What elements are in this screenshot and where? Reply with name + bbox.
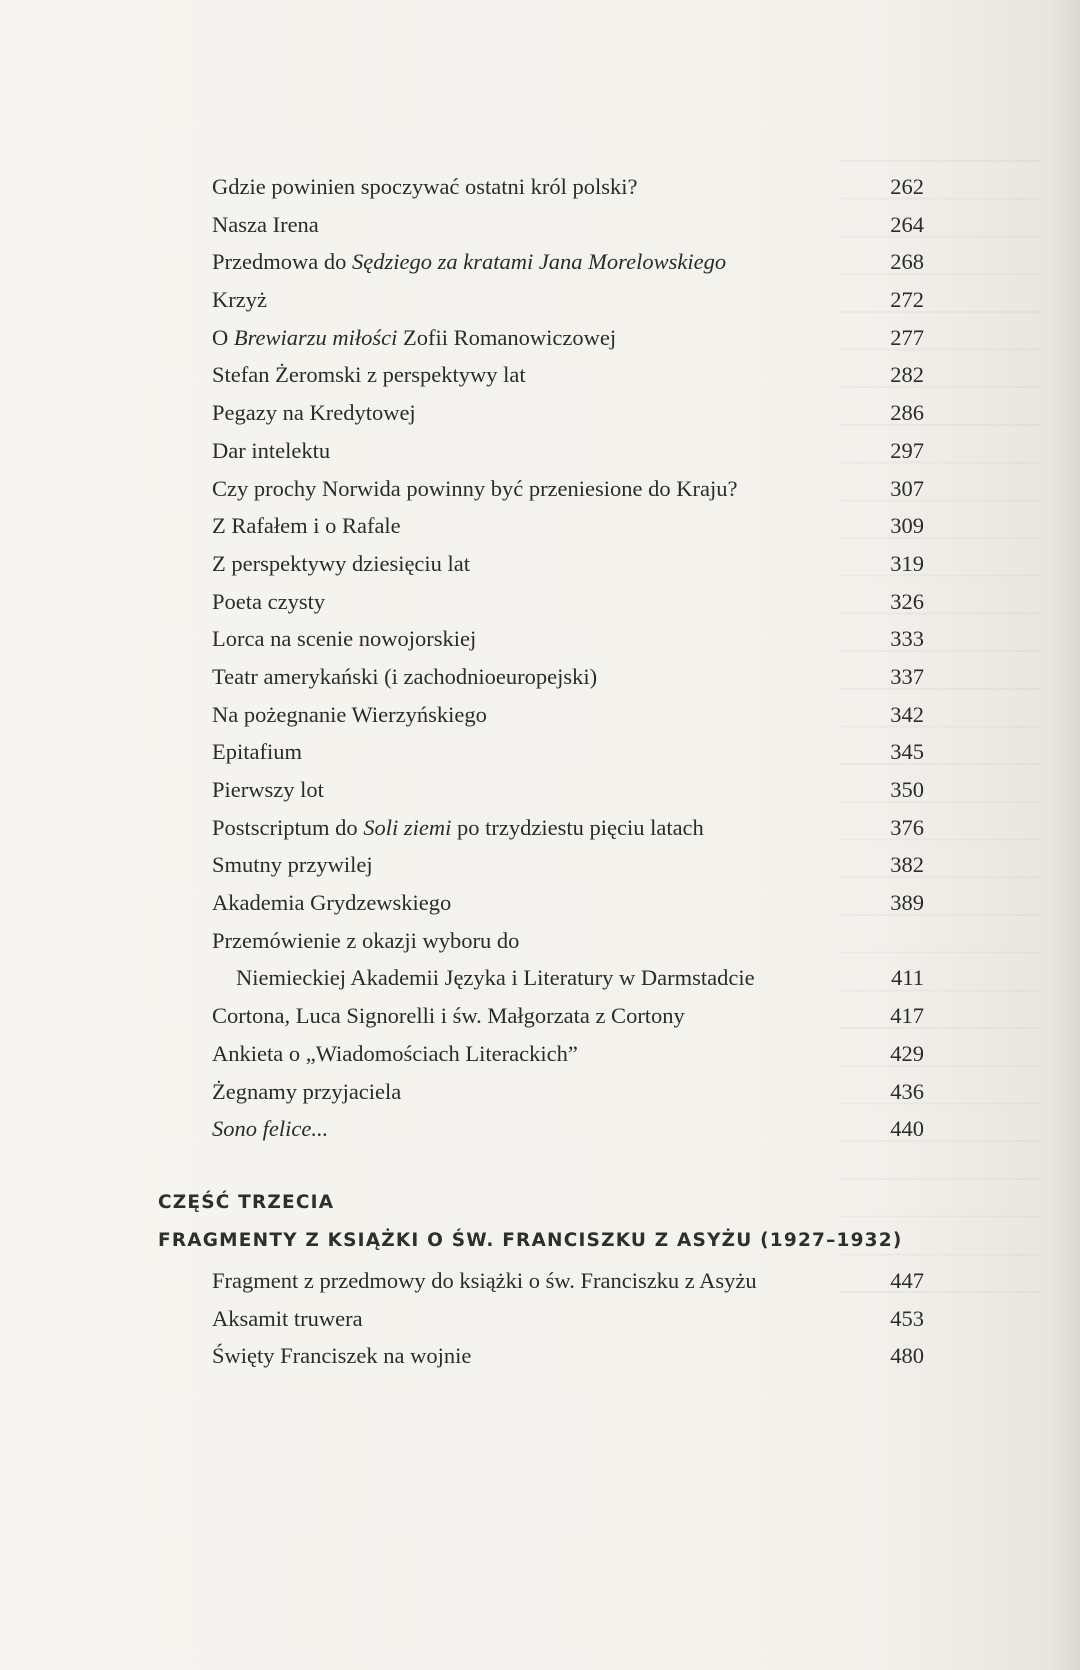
- toc-entry-title: Żegnamy przyjaciela: [212, 1078, 402, 1104]
- toc-entry-title: Nasza Irena: [212, 211, 319, 237]
- toc-entry: [212, 206, 932, 244]
- toc-entry-title: Poeta czysty: [212, 588, 326, 614]
- toc-entry-continuation: [212, 959, 932, 997]
- toc-entry-title: Postscriptum do Soli ziemi po trzydziestu pięciu latach: [212, 814, 704, 840]
- toc-entry: [212, 432, 932, 470]
- part-heading: CZĘŚĆ TRZECIA: [158, 1192, 335, 1213]
- toc-entry-title: Fragment z przedmowy do książki o św. Franciszku z Asyżu: [212, 1268, 757, 1293]
- toc-entry-title: Sono felice...: [212, 1116, 329, 1142]
- toc-entry-title: Gdzie powinien spoczywać ostatni król polski?: [212, 174, 638, 199]
- toc-entry-title: Akademia Grydzewskiego: [212, 890, 452, 916]
- toc-entry-page: 342: [890, 701, 924, 727]
- toc-entry-title: Z Rafałem i o Rafale: [212, 513, 401, 539]
- toc-entry: [212, 545, 932, 583]
- toc-entry-page: 326: [890, 588, 924, 614]
- toc-entry: [212, 394, 932, 432]
- toc-entry-title: Stefan Żeromski z perspektywy lat: [212, 362, 526, 388]
- toc-entry-page: 282: [890, 362, 924, 388]
- toc-entry-title: Cortona, Luca Signorelli i św. Małgorzata z Cortony: [212, 1003, 685, 1029]
- toc-entry-title: Aksamit truwera: [212, 1305, 363, 1331]
- toc-entry: [212, 1300, 932, 1338]
- toc-entry-page: 307: [890, 475, 924, 501]
- part-table-of-contents: [212, 1262, 932, 1375]
- toc-entry: [212, 583, 932, 621]
- toc-entry: [212, 1073, 932, 1111]
- toc-entry: [212, 696, 932, 734]
- toc-entry: [212, 1035, 932, 1073]
- toc-entry-title: Teatr amerykański (i zachodnioeuropejski): [212, 663, 598, 689]
- toc-entry-title: Przedmowa do Sędziego za kratami Jana Morelowskiego: [212, 249, 727, 275]
- toc-entry-page: 345: [890, 739, 924, 765]
- toc-entry-page: 297: [890, 437, 924, 463]
- toc-entry-page: 337: [890, 663, 924, 689]
- toc-entry-page: 319: [890, 550, 924, 576]
- toc-entry-page: 436: [890, 1078, 924, 1104]
- toc-entry-title: Z perspektywy dziesięciu lat: [212, 550, 471, 576]
- toc-entry-page: 440: [890, 1116, 924, 1142]
- toc-entry-page: 277: [890, 324, 924, 350]
- toc-entry-page: 272: [890, 287, 924, 313]
- toc-entry: [212, 846, 932, 884]
- toc-entry: [212, 470, 932, 508]
- toc-entry: [212, 281, 932, 319]
- toc-entry-title: Ankieta o „Wiadomościach Literackich”: [212, 1040, 578, 1066]
- toc-entry-title: Na pożegnanie Wierzyńskiego: [212, 701, 487, 727]
- toc-entry-page: 286: [890, 400, 924, 426]
- toc-entry-title: Pierwszy lot: [212, 777, 324, 802]
- toc-entry: [212, 168, 932, 206]
- toc-entry-title: O Brewiarzu miłości Zofii Romanowiczowej: [212, 324, 617, 350]
- toc-entry-page: 447: [890, 1268, 924, 1293]
- toc-entry-page: 480: [890, 1343, 924, 1369]
- toc-entry-page: 453: [890, 1305, 924, 1331]
- toc-entry-title: Pegazy na Kredytowej: [212, 400, 416, 426]
- toc-entry-page: 333: [890, 626, 924, 652]
- toc-entry: [212, 243, 932, 281]
- toc-entry-title: Smutny przywilej: [212, 852, 373, 878]
- toc-entry-page: 268: [890, 249, 924, 275]
- toc-entry-page: 264: [890, 211, 924, 237]
- toc-entry-page: 309: [890, 513, 924, 539]
- toc-entry: [212, 809, 932, 847]
- toc-entry: [212, 658, 932, 696]
- toc-entry: [212, 319, 932, 357]
- toc-entry-title: Święty Franciszek na wojnie: [212, 1343, 472, 1369]
- toc-entry: [212, 922, 932, 960]
- toc-entry-page: 376: [890, 814, 924, 840]
- toc-entry: [212, 356, 932, 394]
- toc-entry-title: Dar intelektu: [212, 437, 331, 463]
- toc-entry: [212, 1110, 932, 1148]
- toc-entry: [212, 620, 932, 658]
- toc-entry: [212, 507, 932, 545]
- toc-entry: [212, 733, 932, 771]
- toc-entry-title: Lorca na scenie nowojorskiej: [212, 626, 477, 652]
- toc-entry: [212, 771, 932, 809]
- toc-entry-page: 429: [890, 1040, 924, 1066]
- toc-entry-page: 382: [890, 852, 924, 878]
- toc-entry: [212, 997, 932, 1035]
- toc-entry-page: 389: [890, 890, 924, 916]
- toc-entry-page: 411: [891, 965, 924, 991]
- table-of-contents: [212, 168, 932, 1148]
- toc-entry-title: Niemieckiej Akademii Języka i Literatury w Darmstadcie: [236, 965, 755, 991]
- toc-entry-title: Krzyż: [212, 287, 267, 313]
- toc-entry-title: Czy prochy Norwida powinny być przeniesione do Kraju?: [212, 475, 738, 501]
- part-subheading: FRAGMENTY Z KSIĄŻKI O ŚW. FRANCISZKU Z ASYŻU (1927–1932): [158, 1230, 903, 1251]
- toc-entry-title: Przemówienie z okazji wyboru do: [212, 927, 520, 953]
- toc-entry-page: 417: [890, 1003, 924, 1029]
- toc-entry-page: 350: [890, 777, 924, 802]
- toc-entry: [212, 1262, 932, 1300]
- toc-entry: [212, 1337, 932, 1375]
- toc-entry-page: 262: [890, 174, 924, 199]
- toc-entry: [212, 884, 932, 922]
- toc-entry-title: Epitafium: [212, 739, 302, 765]
